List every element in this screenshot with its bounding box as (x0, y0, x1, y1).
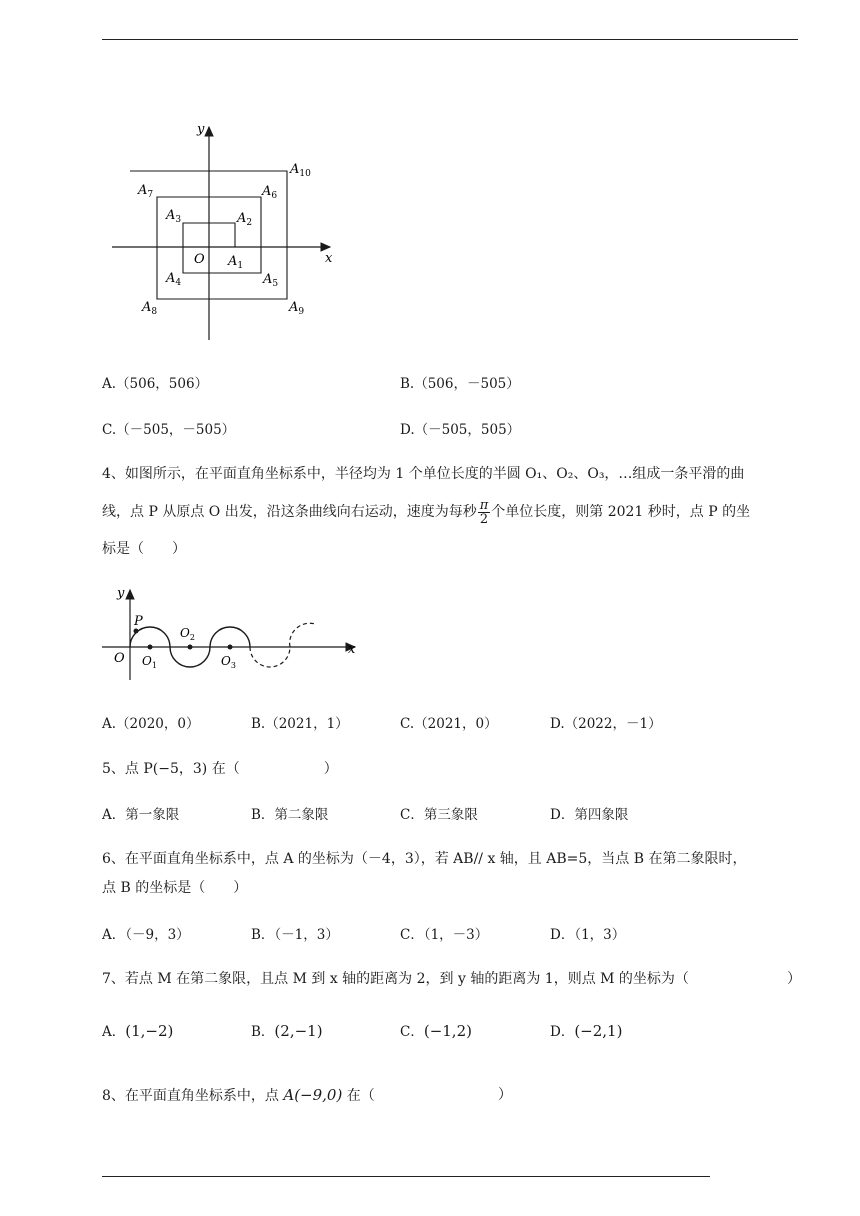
x-label: x (325, 251, 333, 266)
point-o1 (148, 645, 153, 650)
q3-option-a[interactable]: A.（506，506） (102, 376, 209, 392)
o3-label: $O_3$ (221, 654, 236, 670)
q5-option-c[interactable]: C．第三象限 (400, 807, 478, 823)
q7-option-d-value: (−2,1) (574, 1022, 623, 1040)
pi-over-2-fraction (478, 499, 491, 526)
o1-label: $O_1$ (142, 654, 157, 670)
y-label: y (197, 122, 205, 137)
q7-option-c[interactable] (400, 1021, 472, 1042)
header-rule (102, 39, 798, 40)
q4-stem-line3: 标是（ ） (102, 541, 186, 557)
label-a9: $A_9$ (289, 300, 305, 317)
q8-stem-b: 在（ (342, 1088, 375, 1104)
fraction-numerator: π (479, 497, 489, 513)
q4-semicircle-curve-figure (100, 580, 370, 690)
q6-option-d[interactable]: D．（1，3） (550, 927, 626, 943)
footer-rule (102, 1176, 710, 1177)
q8-stem-a: 8、在平面直角坐标系中，点 (102, 1088, 284, 1104)
q8-stem (102, 1085, 375, 1106)
point-o3 (228, 645, 233, 650)
point-o2 (188, 645, 193, 650)
fraction-denominator: 2 (479, 511, 489, 527)
label-a10: $A_{10}$ (290, 162, 311, 179)
q7-option-d-label: D． (550, 1024, 575, 1040)
q7-option-b-label: B． (251, 1024, 275, 1040)
q7-option-c-label: C． (400, 1024, 424, 1040)
q3-square-spiral-figure (100, 115, 360, 345)
label-a8: $A_8$ (142, 300, 158, 317)
origin-label: O (114, 651, 125, 666)
q7-option-b-value: (2,−1) (274, 1022, 323, 1040)
q8-point: A(−9,0) (283, 1086, 343, 1104)
q5-option-b[interactable]: B．第二象限 (251, 807, 329, 823)
q7-stem-close: ） (787, 971, 801, 987)
q4-option-a[interactable]: A.（2020，0） (102, 716, 200, 732)
q5-stem: 5、点 P(−5，3) 在（ ） (102, 761, 338, 777)
q4-stem-line2-a: 线，点 P 从原点 O 出发，沿这条曲线向右运动，速度为每秒 (102, 504, 477, 520)
q5-option-d[interactable]: D．第四象限 (550, 807, 629, 823)
q7-option-a-value: (1,−2) (125, 1022, 174, 1040)
q7-option-a-label: A． (102, 1024, 126, 1040)
p-label: P (134, 614, 143, 629)
y-label: y (117, 586, 125, 601)
q7-option-a[interactable] (102, 1021, 173, 1042)
q4-option-c[interactable]: C.（2021，0） (400, 716, 498, 732)
q4-option-b[interactable]: B.（2021，1） (251, 716, 349, 732)
q3-option-b[interactable]: B.（506，－505） (400, 376, 520, 392)
dashed-curve (250, 623, 315, 667)
label-a7: $A_7$ (138, 183, 154, 200)
q3-option-d[interactable]: D.（－505，505） (400, 422, 521, 438)
label-a1: $A_1$ (228, 254, 244, 271)
q5-option-a[interactable]: A．第一象限 (102, 807, 180, 823)
q6-stem-line1: 6、在平面直角坐标系中，点 A 的坐标为（－4，3），若 AB// x 轴，且 AB=5，当点 B 在第二象限时， (102, 851, 747, 867)
q4-stem-line2 (102, 497, 750, 527)
label-a6: $A_6$ (262, 184, 278, 201)
q6-option-c[interactable]: C．（1，－3） (400, 927, 489, 943)
q7-stem: 7、若点 M 在第二象限，且点 M 到 x 轴的距离为 2，到 y 轴的距离为 1，则点 M 的坐标为（ (102, 971, 689, 987)
q8-stem-close: ） (498, 1087, 512, 1103)
q4-stem-line1: 4、如图所示，在平面直角坐标系中，半径均为 1 个单位长度的半圆 O₁、O₂、O₃，…组成一条平滑的曲 (102, 466, 745, 482)
x-label: x (348, 642, 356, 657)
q4-stem-line2-b: 个单位长度，则第 2021 秒时，点 P 的坐 (491, 504, 751, 520)
origin-label: O (194, 252, 205, 267)
label-a2: $A_2$ (237, 211, 253, 228)
q4-option-d[interactable]: D.（2022，－1） (550, 716, 662, 732)
point-p (134, 629, 139, 634)
o2-label: $O_2$ (180, 626, 195, 642)
q6-option-b[interactable]: B．（－1，3） (251, 927, 339, 943)
label-a5: $A_5$ (263, 272, 279, 289)
q7-option-b[interactable] (251, 1021, 323, 1042)
q7-option-d[interactable] (550, 1021, 622, 1042)
q6-stem-line2: 点 B 的坐标是（ ） (102, 880, 248, 896)
q6-option-a[interactable]: A．（－9，3） (102, 927, 190, 943)
q3-option-c[interactable]: C.（－505，－505） (102, 422, 236, 438)
q7-option-c-value: (−1,2) (423, 1022, 472, 1040)
label-a4: $A_4$ (166, 271, 182, 288)
label-a3: $A_3$ (166, 208, 182, 225)
